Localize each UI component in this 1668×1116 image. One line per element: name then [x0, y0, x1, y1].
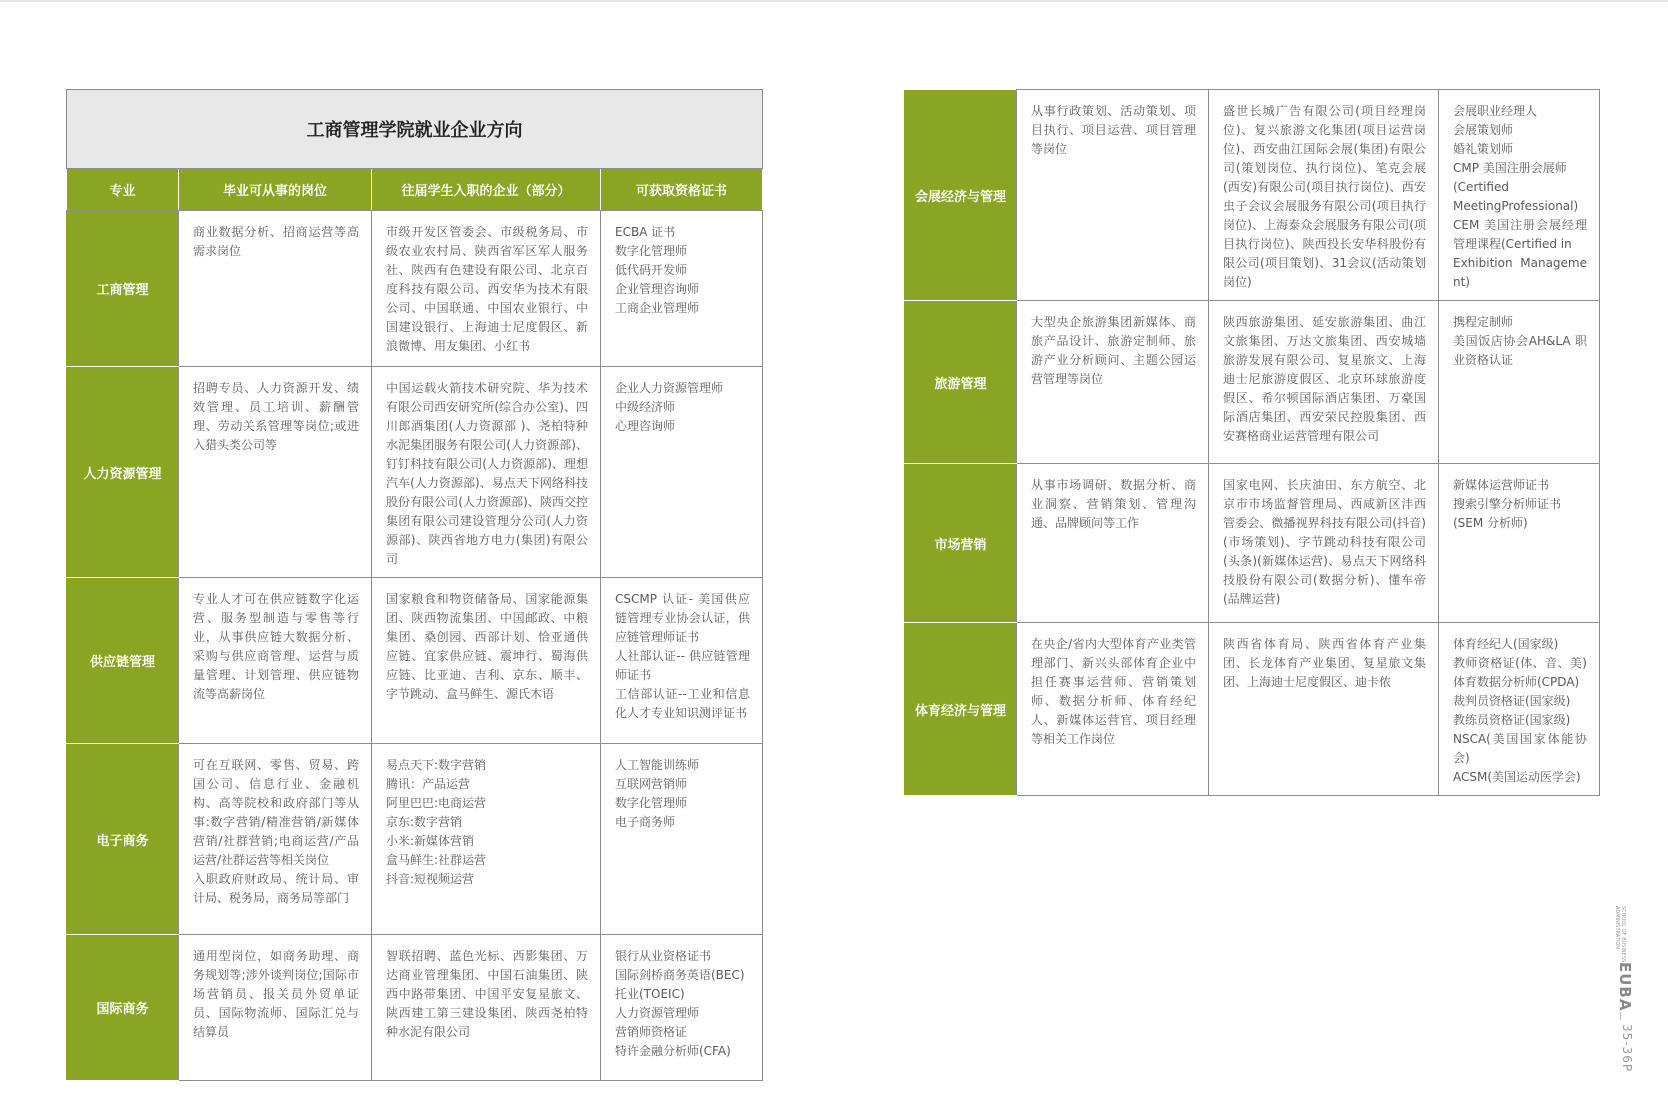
right-employment-table	[904, 89, 1600, 796]
major-cell: 工商管理	[67, 211, 179, 367]
certificate-item: 托业(TOEIC)	[615, 987, 685, 1001]
certificates-cell	[601, 211, 763, 367]
positions-cell: 可在互联网、零售、贸易、跨国公司、信息行业、金融机构、高等院校和政府部门等从事:数字营销/精准营销/新媒体营销/社群营销;电商运营/产品运营/社群运营等相关岗位 入职政府财政局、统计局、审计局、税务局，商务局等部门	[179, 744, 372, 935]
positions-cell: 专业人才可在供应链数字化运营、服务型制造与零售等行业，从事供应链大数据分析、采购与供应商管理、运营与质量管理、计划管理、供应链物流等高薪岗位	[179, 578, 372, 744]
certificate-item: 携程定制师	[1453, 315, 1514, 329]
header-row	[67, 169, 763, 211]
certificate-item: 国际剑桥商务英语(BEC)	[615, 968, 745, 982]
major-cell: 市场营销	[905, 464, 1017, 623]
table-row	[67, 367, 763, 578]
positions-cell: 从事市场调研、数据分析、商业洞察、营销策划、管理沟通、品牌顾问等工作	[1017, 464, 1209, 623]
positions-cell: 从事行政策划、活动策划、项目执行、项目运营、项目管理等岗位	[1017, 90, 1209, 301]
certificate-item: 会展职业经理人	[1453, 104, 1538, 118]
company-item: 盒马鲜生:社群运营	[386, 853, 487, 867]
header-positions: 毕业可从事的岗位	[179, 169, 372, 211]
table-row	[905, 301, 1600, 464]
certificates-cell	[601, 578, 763, 744]
companies-cell: 国家粮食和物资储备局、国家能源集团、陕西物流集团、中国邮政、中粮集团、桑创园、西部计划、恰亚通供应链、宜家供应链、震坤行、蜀海供应链、比亚迪、吉利、京东、顺丰、字节跳动、盒马鲜生、源氏木语	[372, 578, 601, 744]
company-item: 阿里巴巴:电商运营	[386, 796, 487, 810]
table-row	[905, 623, 1600, 796]
certificate-item: 企业人力资源管理师	[615, 381, 724, 395]
major-cell: 会展经济与管理	[905, 90, 1017, 301]
positions-cell: 在央企/省内大型体育产业类管理部门、新兴头部体育企业中担任赛事运营师、营销策划师、数据分析师、体育经纪人、新媒体运营官、项目经理等相关工作岗位	[1017, 623, 1209, 796]
certificate-item: 搜索引擎分析师证书	[1453, 497, 1562, 511]
positions-cell: 招聘专员、人力资源开发、绩效管理、员工培训、薪酬管理、劳动关系管理等岗位;或进入猎头类公司等	[179, 367, 372, 578]
certificate-item: ECBA 证书	[615, 225, 676, 239]
company-item: 小米:新媒体营销	[386, 834, 475, 848]
company-item: 腾讯：产品运营	[386, 777, 471, 791]
logo-small-text: SCHOOL OF BUSINESS ADMINISTRATION	[1614, 906, 1626, 963]
companies-cell: 陕西旅游集团、延安旅游集团、曲江文旅集团、万达文旅集团、西安城墙旅游发展有限公司、复星旅文、上海迪士尼旅游度假区、北京环球旅游度假区、希尔顿国际酒店集团、万豪国际酒店集团、西安荣民控股集团、西安赛格商业运营管理有限公司	[1209, 301, 1439, 464]
certificate-item: 心理咨询师	[615, 419, 676, 433]
certificates-cell	[1439, 301, 1600, 464]
logo-divider	[1620, 1012, 1621, 1020]
certificate-item: 企业管理咨询师	[615, 282, 700, 296]
certificate-item: ACSM(美国运动医学会)	[1453, 770, 1581, 784]
certificates-cell	[601, 367, 763, 578]
certificate-item: 中级经济师	[615, 400, 676, 414]
companies-cell: 市级开发区管委会、市级税务局、市级农业农村局、陕西省军区军人服务社、陕西有色建设有限公司、北京百度科技有限公司、西安华为技术有限公司、中国联通、中国农业银行、中国建设银行、上海迪士尼度假区、新浪微博、用友集团、小红书	[372, 211, 601, 367]
certificate-item: 人社部认证-- 供应链管理师证书	[615, 649, 750, 682]
certificate-item: 会展策划师	[1453, 123, 1514, 137]
certificate-item: (SEM 分析师)	[1453, 516, 1528, 530]
certificate-item: 人工智能训练师	[615, 758, 700, 772]
certificate-item: 教师资格证(体、音、美)体育数据分析师(CPDA)	[1453, 656, 1587, 689]
companies-cell	[372, 744, 601, 935]
header-major: 专业	[67, 169, 179, 211]
table-row	[67, 935, 763, 1081]
certificate-item: 银行从业资格证书	[615, 949, 712, 963]
companies-cell: 国家电网、长庆油田、东方航空、北京市市场监督管理局、西咸新区沣西管委会、微播视界科技有限公司(抖音)(市场策划)、字节跳动科技有限公司(头条)(新媒体运营)、易点天下网络科技股份有限公司(数据分析)、懂车帝(品牌运营)	[1209, 464, 1439, 623]
certificate-item: 营销师资格证	[615, 1025, 688, 1039]
companies-cell: 中国运载火箭技术研究院、华为技术有限公司西安研究所(综合办公室)、四川郎酒集团(人力资源部 )、尧柏特种水泥集团服务有限公司(人力资源部)、钉钉科技有限公司(人力资源部)、理想汽车(人力资源部)、易点天下网络科技股份有限公司(人力资源部)、陕西交控集团有限公司建设管理分公司(人力资源部)、陕西省地方电力(集团)有限公司	[372, 367, 601, 578]
major-cell: 国际商务	[67, 935, 179, 1081]
table-row	[67, 578, 763, 744]
header-certificates: 可获取资格证书	[601, 169, 763, 211]
certificate-item: CEM 美国注册会展经理管理课程(Certified in	[1453, 218, 1587, 251]
header-companies: 往届学生入职的企业（部分）	[372, 169, 601, 211]
companies-cell: 盛世长城广告有限公司(项目经理岗位)、复兴旅游文化集团(项目运营岗位)、西安曲江国际会展(集团)有限公司(策划岗位、执行岗位)、笔克会展(西安)有限公司(项目执行岗位)、西安虫子会议会展服务有限公司(项目执行岗位)、上海泰众会展服务有限公司(项目执行岗位)、陕西投长安华科股份有限公司(项目策划)、31会议(活动策划岗位)	[1209, 90, 1439, 301]
top-border	[0, 0, 1668, 2]
company-item: 易点天下:数字营销	[386, 758, 487, 772]
certificates-cell	[601, 744, 763, 935]
certificates-cell	[1439, 90, 1600, 301]
positions-cell: 商业数据分析、招商运营等高需求岗位	[179, 211, 372, 367]
major-cell: 体育经济与管理	[905, 623, 1017, 796]
companies-cell: 智联招聘、蓝色光标、西影集团、万达商业管理集团、中国石油集团、陕西中路带集团、中国平安复星旅文、陕西建工第三建设集团、陕西尧柏特种水泥有限公司	[372, 935, 601, 1081]
certificate-item: 低代码开发师	[615, 263, 688, 277]
certificates-cell	[1439, 464, 1600, 623]
certificates-cell	[1439, 623, 1600, 796]
certificate-item: CSCMP 认证- 美国供应链管理专业协会认证，供应链管理师证书	[615, 592, 750, 644]
certificate-item: 新媒体运营师证书	[1453, 478, 1550, 492]
certificate-item: 工商企业管理师	[615, 301, 700, 315]
certificate-item: 体育经纪人(国家级)	[1453, 637, 1559, 651]
major-cell: 旅游管理	[905, 301, 1017, 464]
certificate-item: (Certified	[1453, 180, 1509, 194]
positions-cell: 大型央企旅游集团新媒体、商旅产品设计、旅游定制师、旅游产业分析顾问、主题公园运营管理等岗位	[1017, 301, 1209, 464]
certificate-item: Exhibition Management)	[1453, 256, 1587, 289]
companies-cell: 陕西省体育局、陕西省体育产业集团、长龙体育产业集团、复星旅文集团、上海迪士尼度假区、迪卡侬	[1209, 623, 1439, 796]
certificate-item: CMP 美国注册会展师	[1453, 161, 1567, 175]
company-item: 京东:数字营销	[386, 815, 463, 829]
left-employment-table	[66, 89, 763, 1081]
major-cell: 人力资源管理	[67, 367, 179, 578]
certificate-item: NSCA(美国国家体能协会)	[1453, 732, 1587, 765]
table-row	[905, 90, 1600, 301]
certificate-item: 互联网营销师	[615, 777, 688, 791]
certificates-cell	[601, 935, 763, 1081]
certificate-item: 人力资源管理师	[615, 1006, 700, 1020]
certificate-item: 数字化管理师	[615, 244, 688, 258]
logo-brand-text: EUBA	[1616, 962, 1634, 1012]
company-item: 抖音:短视频运营	[386, 872, 475, 886]
major-cell: 电子商务	[67, 744, 179, 935]
certificate-item: 裁判员资格证(国家级)	[1453, 694, 1571, 708]
certificate-item: MeetingProfessional)	[1453, 199, 1579, 213]
page-number: 35-36P	[1620, 1024, 1634, 1073]
brand-logo	[1606, 906, 1640, 1073]
certificate-item: 特许金融分析师(CFA)	[615, 1044, 731, 1058]
table-row	[67, 211, 763, 367]
certificate-item: 工信部认证--工业和信息化人才专业知识测评证书	[615, 687, 750, 720]
major-cell: 供应链管理	[67, 578, 179, 744]
certificate-item: 数字化管理师	[615, 796, 688, 810]
certificate-item: 美国饭店协会AH&LA 职业资格认证	[1453, 334, 1587, 367]
table-title: 工商管理学院就业企业方向	[67, 90, 763, 169]
certificate-item: 电子商务师	[615, 815, 676, 829]
certificate-item: 婚礼策划师	[1453, 142, 1514, 156]
positions-cell: 通用型岗位，如商务助理、商务规划等;涉外谈判岗位;国际市场营销员、报关员外贸单证员、国际物流师、国际汇兑与结算员	[179, 935, 372, 1081]
table-row	[67, 744, 763, 935]
table-row	[905, 464, 1600, 623]
certificate-item: 教练员资格证(国家级)	[1453, 713, 1571, 727]
